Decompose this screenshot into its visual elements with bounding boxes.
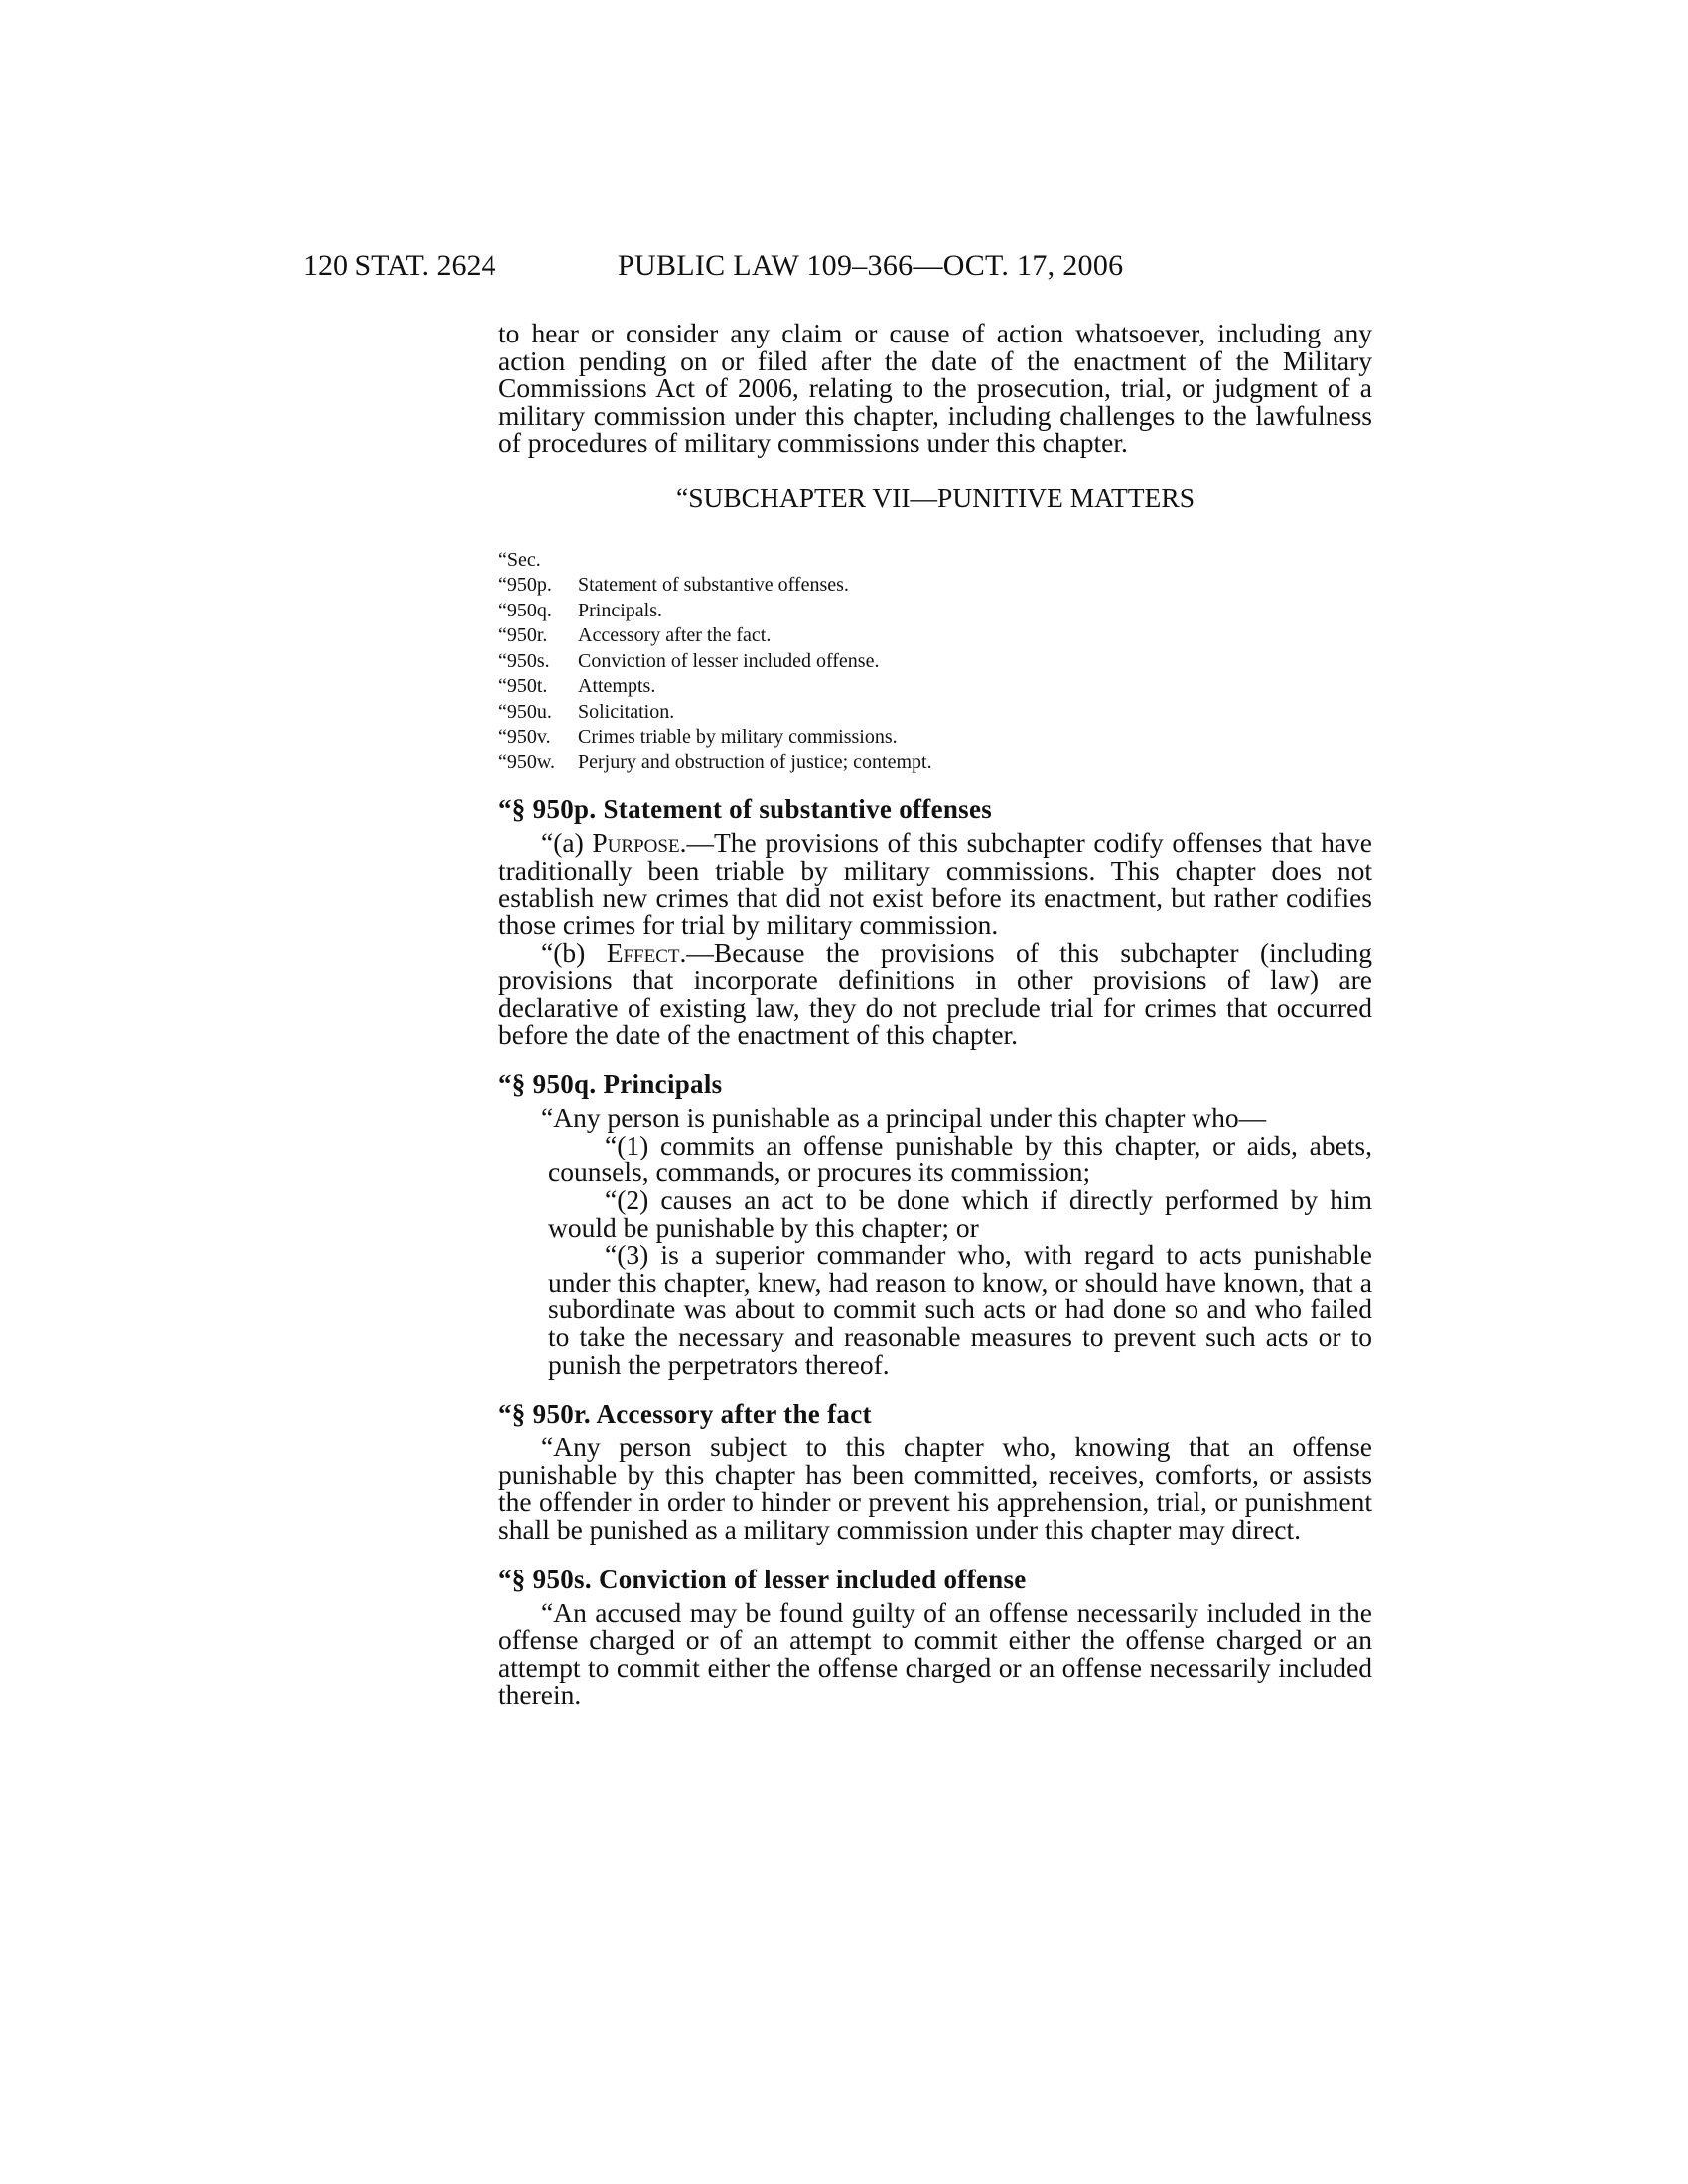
toc-item-title: Crimes triable by military commissions. bbox=[578, 726, 898, 749]
toc-item-number: “950r. bbox=[498, 624, 548, 647]
page-header bbox=[303, 246, 1375, 286]
main-text-column bbox=[498, 320, 1372, 1708]
toc-item-title: Statement of substantive offenses. bbox=[578, 574, 849, 597]
section-950q-item-3: “(3) is a superior commander who, with regard to acts punishable under this chapter, knew, had reason to know, or should have known, that a subordinate was about to commit such acts or had done so and who failed to take the necessary and reasonable measures to prevent such acts or to punish the perpetrators thereof. bbox=[548, 1239, 1372, 1380]
table-of-sections bbox=[498, 548, 1372, 776]
toc-sec-label-text: “Sec. bbox=[498, 548, 541, 571]
subsection-b-text: .—Because the provisions of this subchapter (including provisions that incorporate definitions in other provisions of law) are declarative of existing law, they do not preclude trial for crimes that occurred before the date of the enactment of this chapter. bbox=[498, 936, 1372, 1050]
section-950r-heading: “§ 950r. Accessory after the fact bbox=[498, 1399, 872, 1430]
toc-item-title: Principals. bbox=[578, 599, 662, 621]
section-950p-subsection-a bbox=[498, 827, 1372, 941]
toc-item-title: Perjury and obstruction of justice; contempt. bbox=[578, 751, 932, 773]
toc-item bbox=[498, 599, 1372, 624]
subsection-b-prefix: “(b) bbox=[541, 936, 607, 968]
section-950r-text: “Any person subject to this chapter who, knowing that an offense punishable by this chapter has been committed, receives, comforts, or assists the offender in order to hinder or prevent his apprehension, trial, or punishment shall be punished as a military commission under this chapter may direct. bbox=[498, 1432, 1372, 1545]
section-950q-intro: “Any person is punishable as a principal under this chapter who— bbox=[541, 1102, 1267, 1134]
public-law-title: PUBLIC LAW 109–366—OCT. 17, 2006 bbox=[618, 249, 1124, 282]
section-950q-item-2: “(2) causes an act to be done which if directly performed by him would be punishable by this chapter; or bbox=[548, 1184, 1372, 1243]
toc-item-number: “950v. bbox=[498, 726, 551, 749]
toc-item-title: Solicitation. bbox=[578, 700, 675, 723]
section-950p-subsection-b bbox=[498, 936, 1372, 1050]
toc-sec-label bbox=[498, 548, 1372, 574]
toc-item bbox=[498, 751, 1372, 776]
section-950p-heading: “§ 950p. Statement of substantive offenses bbox=[498, 794, 993, 825]
section-950q-item-1: “(1) commits an offense punishable by this chapter, or aids, abets, counsels, commands, or procures its commission; bbox=[548, 1129, 1372, 1188]
section-950s-heading: “§ 950s. Conviction of lesser included offense bbox=[498, 1564, 1027, 1594]
stat-page-number: 120 STAT. 2624 bbox=[303, 249, 496, 282]
toc-item-number: “950q. bbox=[498, 599, 552, 621]
toc-item bbox=[498, 649, 1372, 675]
subsection-a-text: .—The provisions of this subchapter codify offenses that have traditionally been triable by military commissions. This chapter does not establish new crimes that did not exist before its enactment, but rather codifies those crimes for trial by military commission. bbox=[498, 827, 1372, 941]
subsection-a-prefix: “(a) bbox=[541, 827, 593, 859]
toc-item bbox=[498, 623, 1372, 649]
toc-item-title: Accessory after the fact. bbox=[578, 624, 772, 647]
intro-paragraph: to hear or consider any claim or cause of action whatsoever, including any action pending on or filed after the date of the enactment of the Military Commissions Act of 2006, relating to the prosecution, trial, or judgment of a military commission under this chapter, including challenges to the lawfulness of procedures of military commissions under this chapter. bbox=[498, 318, 1372, 459]
toc-item bbox=[498, 725, 1372, 751]
toc-item-number: “950u. bbox=[498, 700, 552, 723]
toc-item bbox=[498, 573, 1372, 599]
section-950q-heading: “§ 950q. Principals bbox=[498, 1069, 723, 1100]
toc-item-title: Attempts. bbox=[578, 675, 656, 698]
toc-item bbox=[498, 674, 1372, 700]
subchapter-title: “SUBCHAPTER VII—PUNITIVE MATTERS bbox=[675, 481, 1195, 513]
toc-item-title: Conviction of lesser included offense. bbox=[578, 649, 880, 672]
toc-item-number: “950t. bbox=[498, 675, 548, 698]
toc-item bbox=[498, 700, 1372, 726]
subsection-a-label: Purpose bbox=[592, 827, 680, 859]
section-950s-text: “An accused may be found guilty of an offense necessarily included in the offense charged or of an attempt to commit either the offense charged or an attempt to commit either the offense charged or an offense necessarily included therein. bbox=[498, 1596, 1372, 1710]
toc-item-number: “950p. bbox=[498, 574, 552, 597]
subsection-b-label: Effect bbox=[606, 936, 680, 968]
toc-item-number: “950s. bbox=[498, 649, 550, 672]
toc-item-number: “950w. bbox=[498, 751, 556, 773]
